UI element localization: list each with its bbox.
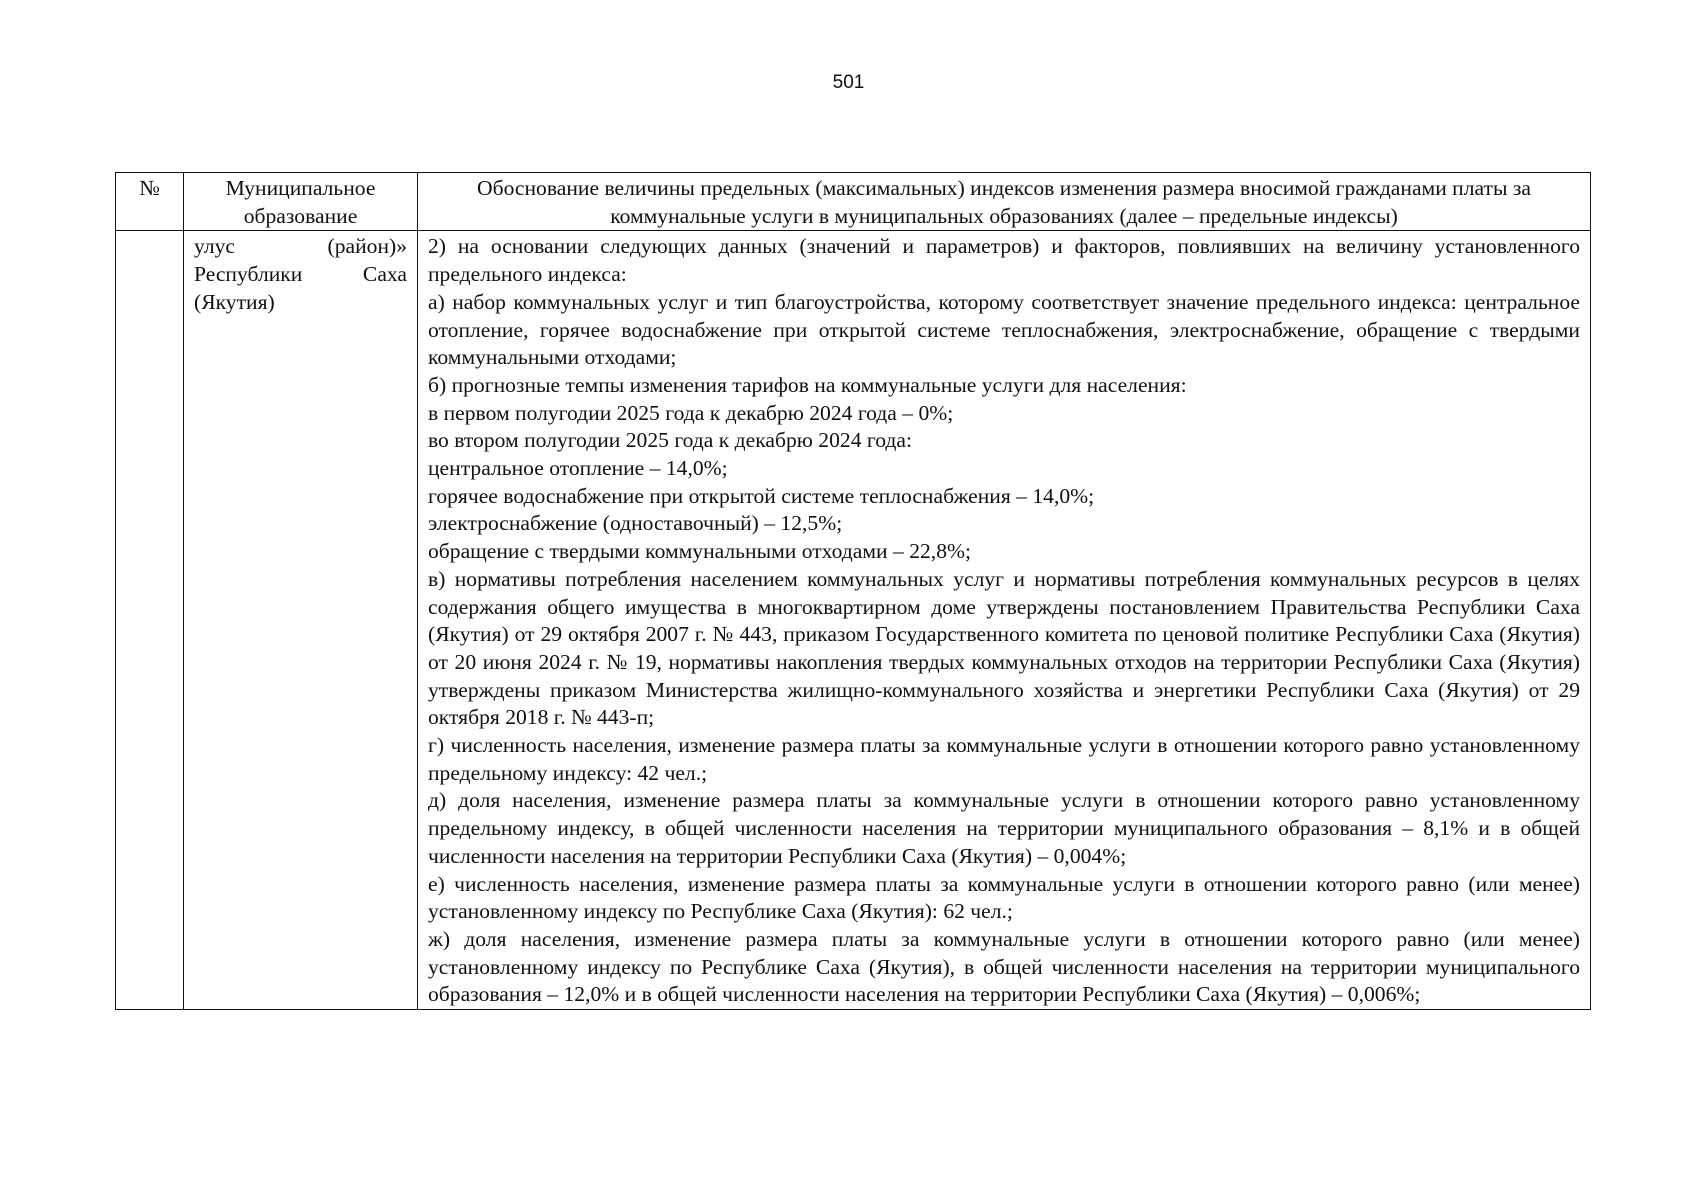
page-number: 501	[832, 72, 865, 93]
paragraph-d: д) доля населения, изменение размера платы за коммунальные услуги в отношении которого равно установленному предельному индексу, в общей численности населения на территории муниципального образования – 8,1% и в общей численности населения на территории Республики Саха (Якутия) – 0,004%;	[428, 788, 1580, 868]
table-row	[116, 231, 1591, 1010]
tariff-hot-water: горячее водоснабжение при открытой системе теплоснабжения – 14,0%;	[428, 483, 1095, 508]
paragraph-zh: ж) доля населения, изменение размера платы за коммунальные услуги в отношении которого равно (или менее) установленному индексу по Республике Саха (Якутия), в общей численности населения на территории муниципального образования – 12,0% и в общей численности населения на территории Республики Саха (Якутия) – 0,006%;	[428, 926, 1580, 1007]
tariff-second-half: во втором полугодии 2025 года к декабрю 2024 года:	[428, 428, 912, 453]
tariff-electricity: электроснабжение (одноставочный) – 12,5%;	[428, 511, 843, 536]
tariff-first-half: в первом полугодии 2025 года к декабрю 2024 года – 0%;	[428, 400, 954, 425]
paragraph-b: б) прогнозные темпы изменения тарифов на коммунальные услуги для населения:	[428, 372, 1187, 397]
table-header-row	[116, 173, 1591, 231]
header-municipality: Муниципальное образование	[184, 173, 418, 231]
paragraph-a: а) набор коммунальных услуг и тип благоустройства, которому соответствует значение предельного индекса: центральное отопление, горячее водоснабжение при открытой системе теплоснабжения, электроснабжение, обращение с твердыми коммунальными отходами;	[428, 289, 1580, 370]
tariff-heating: центральное отопление – 14,0%;	[428, 456, 728, 481]
tariff-waste: обращение с твердыми коммунальными отходами – 22,8%;	[428, 539, 971, 564]
municipality-line: улус (район)»	[194, 234, 407, 259]
municipality-line: Республики Саха	[194, 262, 407, 287]
paragraph-g: г) численность населения, изменение размера платы за коммунальные услуги в отношении которого равно установленному предельному индексу: 42 чел.;	[428, 733, 1580, 785]
header-number: №	[116, 173, 184, 231]
cell-municipality	[184, 231, 418, 1010]
paragraph-e: е) численность населения, изменение размера платы за коммунальные услуги в отношении которого равно (или менее) установленному индексу по Республике Саха (Якутия): 62 чел.;	[428, 871, 1580, 924]
paragraph-2-intro: 2) на основании следующих данных (значений и параметров) и факторов, повлиявших на величину установленного предельного индекса:	[428, 234, 1580, 287]
paragraph-v: в) нормативы потребления населением коммунальных услуг и нормативы потребления коммунальных ресурсов в целях содержания общего имущества в многоквартирном доме утверждены постановлением Правительства Республики Саха (Якутия) от 29 октября 2007 г. № 443, приказом Государственного комитета по ценовой политике Республики Саха (Якутия) от 20 июня 2024 г. № 19, нормативы накопления твердых коммунальных отходов на территории Республики Саха (Якутия) утверждены приказом Министерства жилищно-коммунального хозяйства и энергетики Республики Саха (Якутия) от 29 октября 2018 г. № 443-п;	[428, 566, 1580, 730]
cell-number	[116, 231, 184, 1010]
tariff-index-table	[115, 172, 1591, 1010]
header-justification: Обоснование величины предельных (максимальных) индексов изменения размера вносимой гражданами платы за коммунальные услуги в муниципальных образованиях (далее – предельные индексы)	[418, 173, 1591, 231]
cell-justification	[418, 231, 1591, 1010]
municipality-line: (Якутия)	[194, 289, 275, 314]
